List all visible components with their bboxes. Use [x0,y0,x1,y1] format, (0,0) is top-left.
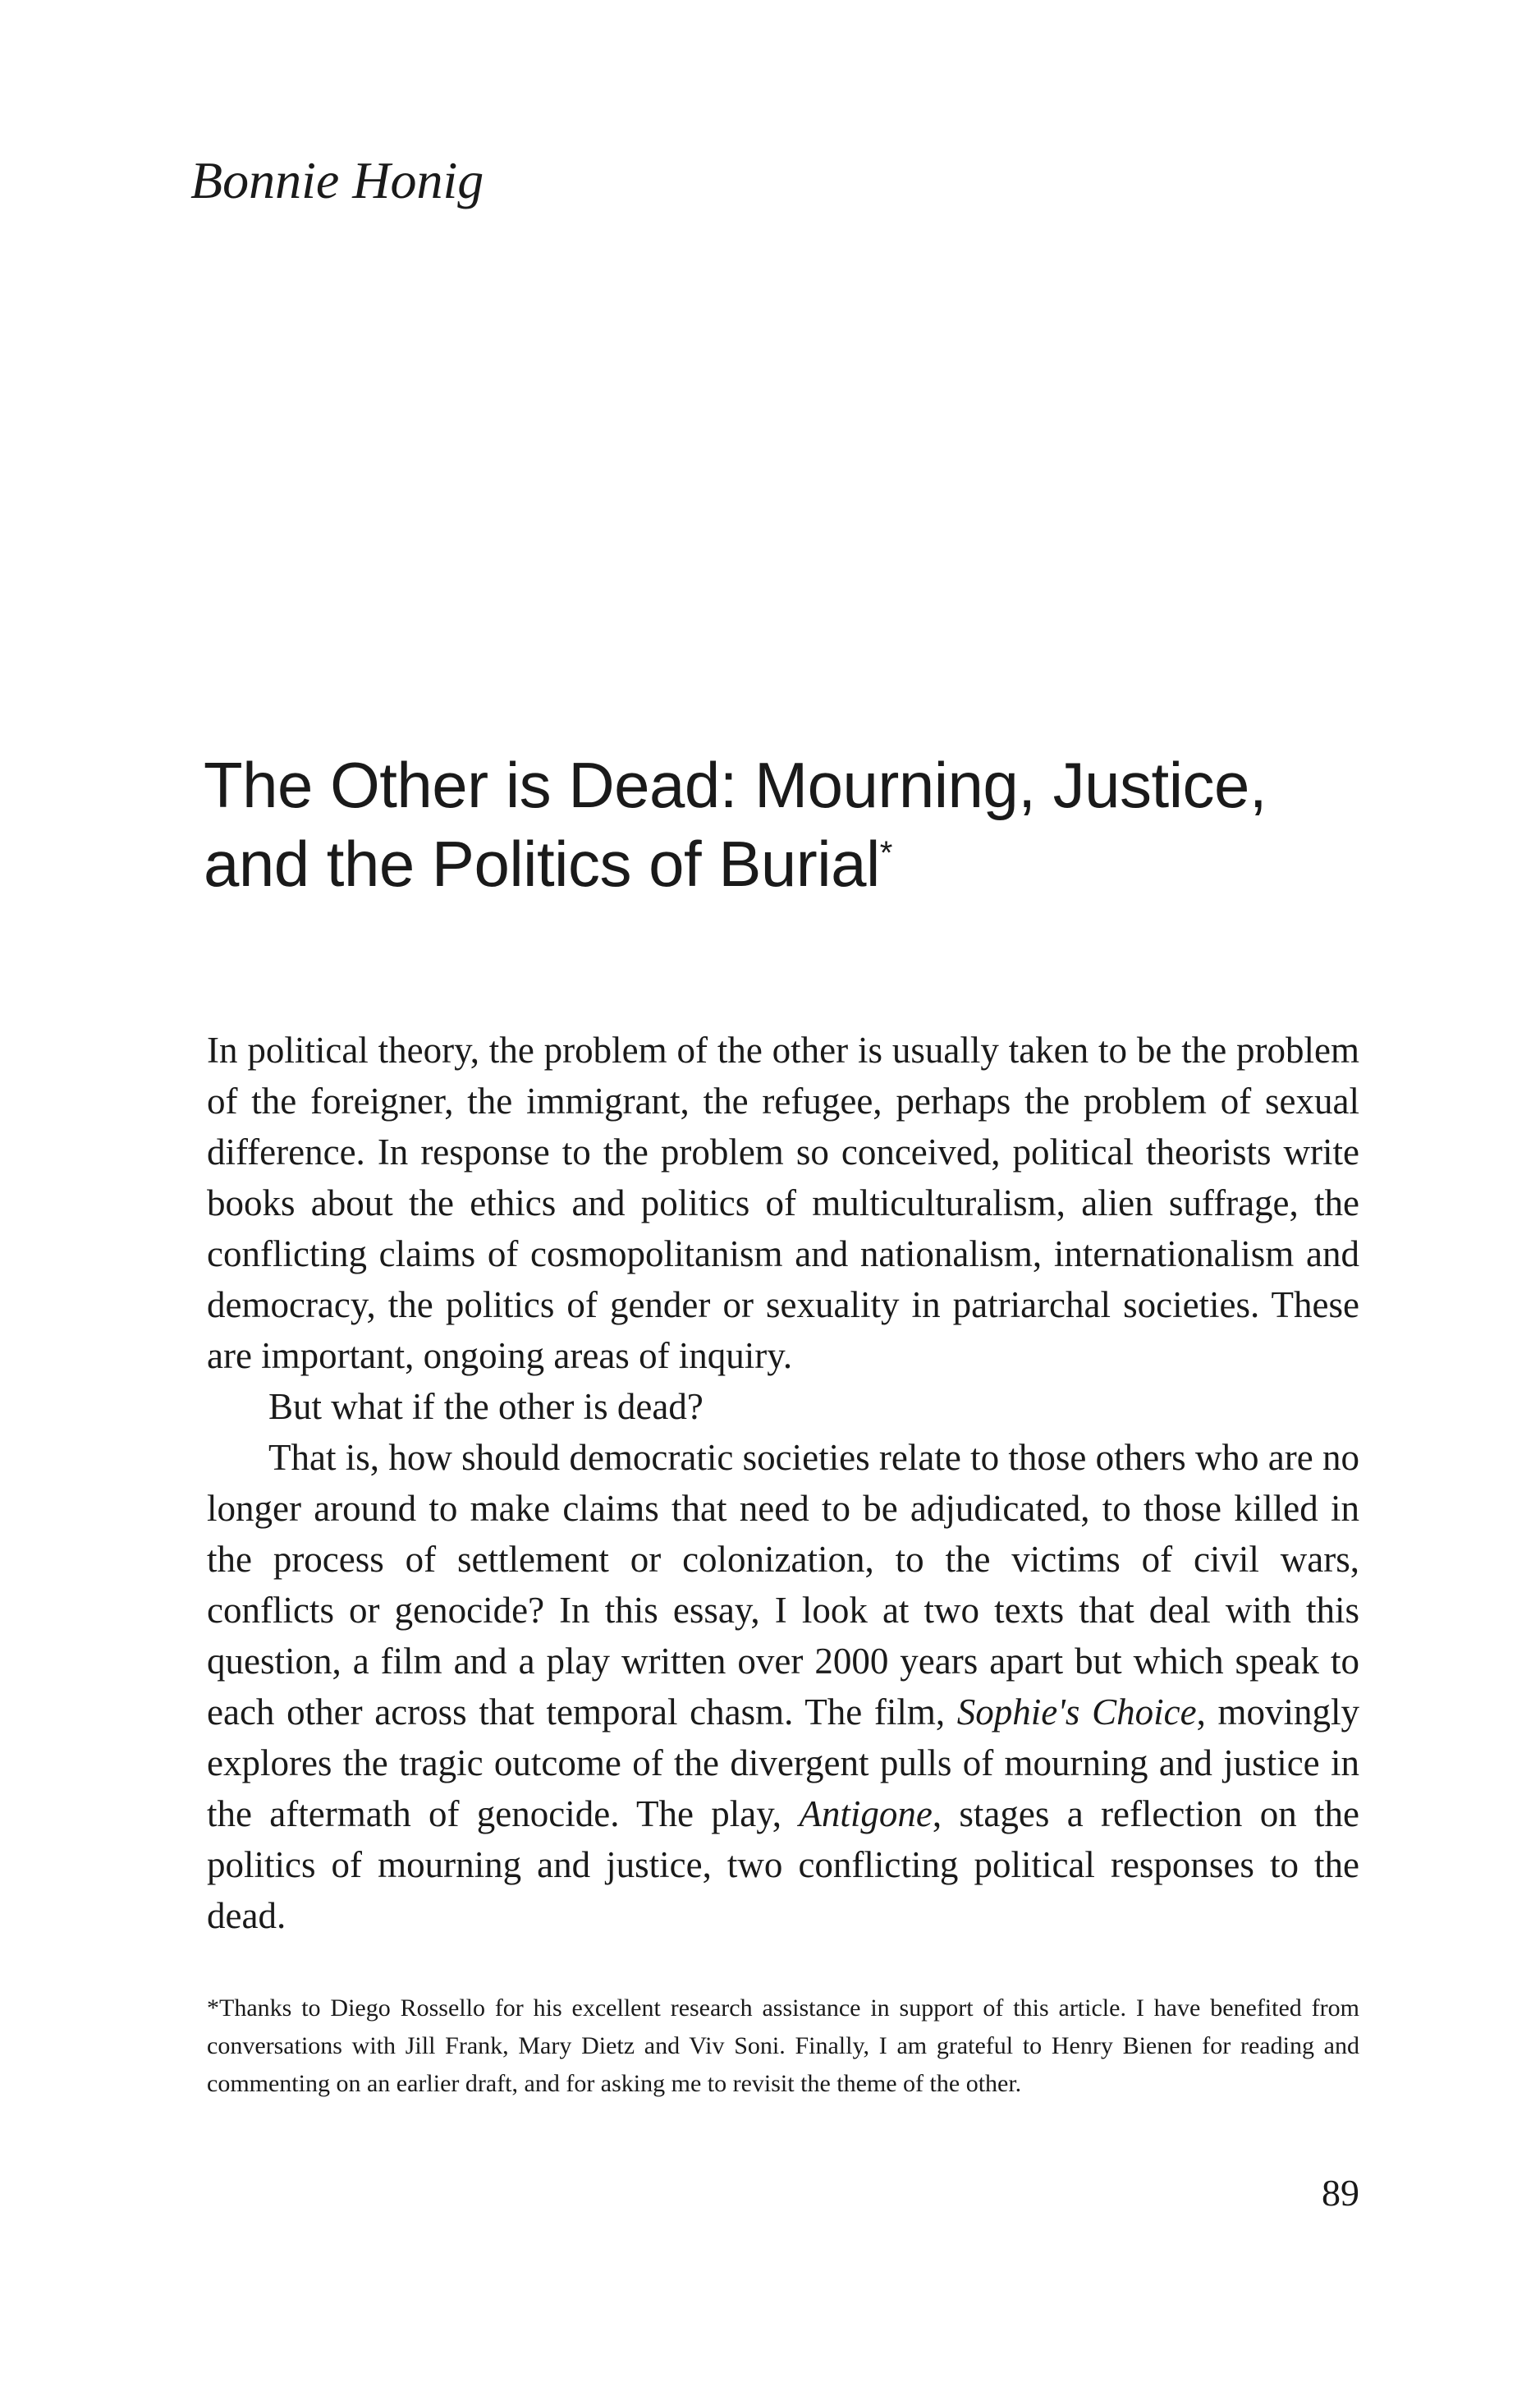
page-number: 89 [1322,2172,1359,2214]
article-body [207,1025,1359,1941]
author-name: Bonnie Honig [190,151,484,209]
body-paragraph-2: But what if the other is dead? [268,1386,704,1427]
play-title: Antigone [799,1793,933,1834]
body-paragraph-3-part-a: That is, how should democratic societies relate to those others who are no longer around to make claims that need to be adjudicated, to those killed in the process of settlement or colonization, to the victims of civil wars, conflicts or genocide? In this essay, I look at two texts that deal with this question, a film and a play written over 2000 years apart but which speak to each other across that temporal chasm. The film, [207,1437,1359,1733]
body-paragraph-3-part-c: , stages a reflection on the politics of mourning and justice, two conflicting political responses to the dead. [207,1793,1359,1936]
body-paragraph-1: In political theory, the problem of the other is usually taken to be the problem of the foreigner, the immigrant, the refugee, perhaps the problem of sexual difference. In response to the problem so conceived, political theorists write books about the ethics and politics of multiculturalism, alien suffrage, the conflicting claims of cosmopolitanism and nationalism, internationalism and democracy, the politics of gender or sexuality in patriarchal societies. These are important, ongoing areas of inquiry. [207,1030,1359,1376]
article-title-text: The Other is Dead: Mourning, Justice, and the Politics of Burial [204,749,1267,900]
footnote: *Thanks to Diego Rossello for his excellent research assistance in support of this article. I have benefited from conversations with Jill Frank, Mary Dietz and Viv Soni. Finally, I am grateful to Henry Bienen for reading and commenting on an earlier draft, and for asking me to revisit the theme of the other. [207,1994,1359,2097]
title-footnote-mark: * [879,835,892,871]
film-title: Sophie's Choice [956,1691,1197,1733]
body-paragraph-3 [207,1432,1359,1941]
article-title [204,746,1369,903]
body-paragraph-3-part-b: , movingly explores the tragic outcome of the divergent pulls of mourning and justice in the aftermath of genocide. The play, [207,1691,1359,1834]
